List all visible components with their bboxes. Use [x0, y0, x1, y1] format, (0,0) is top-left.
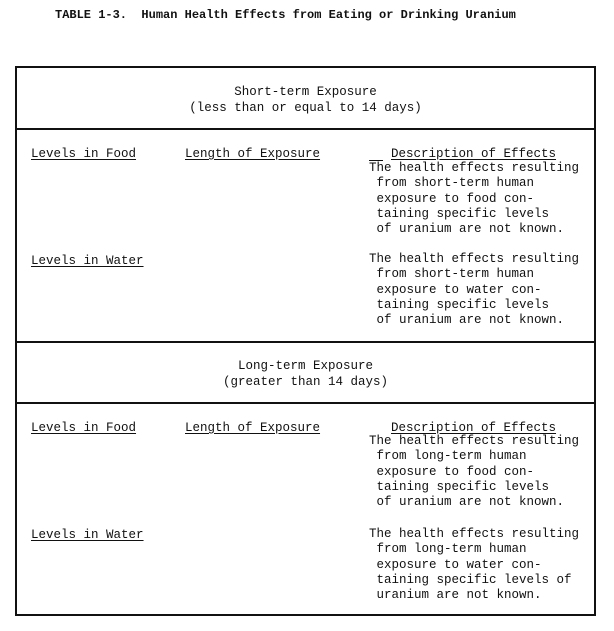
short-term-subtitle: (less than or equal to 14 days)	[189, 101, 422, 115]
long-term-water-label: Levels in Water	[31, 528, 144, 542]
short-term-col-length: Length of Exposure	[185, 147, 321, 161]
short-term-food-description	[369, 161, 594, 237]
long-term-water-description	[369, 527, 594, 603]
desc-line: from short-term human	[369, 267, 535, 282]
long-term-header	[17, 358, 594, 390]
short-term-header	[17, 84, 594, 116]
table-caption: TABLE 1-3. Human Health Effects from Eating or Drinking Uranium	[55, 8, 516, 22]
desc-line: taining specific levels	[369, 479, 550, 494]
desc-line: of uranium are not known.	[369, 222, 565, 237]
desc-line: exposure to water con-	[369, 282, 542, 297]
desc-line: taining specific levels	[369, 297, 550, 312]
divider-long-term-header	[17, 402, 594, 404]
desc-line: The health effects resulting	[369, 434, 580, 448]
long-term-col-food: Levels in Food	[31, 421, 137, 435]
short-term-water-label: Levels in Water	[31, 254, 144, 268]
desc-line: of uranium are not known.	[369, 495, 565, 510]
desc-line: The health effects resulting	[369, 527, 580, 541]
desc-line: taining specific levels	[369, 206, 550, 221]
desc-line: The health effects resulting	[369, 252, 580, 266]
divider-section-break	[17, 341, 594, 343]
long-term-col-length: Length of Exposure	[185, 421, 321, 435]
desc-line: exposure to water con-	[369, 557, 542, 572]
desc-line: exposure to food con-	[369, 464, 535, 479]
desc-line: from long-term human	[369, 449, 527, 464]
long-term-subtitle: (greater than 14 days)	[222, 375, 389, 389]
long-term-title: Long-term Exposure	[237, 359, 374, 373]
desc-line: exposure to food con-	[369, 191, 535, 206]
desc-line: from long-term human	[369, 542, 527, 557]
desc-line: The health effects resulting	[369, 161, 580, 175]
short-term-col-food: Levels in Food	[31, 147, 137, 161]
desc-line: of uranium are not known.	[369, 313, 565, 328]
long-term-col-description: Description of Effects	[391, 421, 557, 435]
short-term-title: Short-term Exposure	[234, 85, 377, 99]
long-term-food-description	[369, 434, 594, 510]
desc-line: uranium are not known.	[369, 588, 542, 603]
desc-line: from short-term human	[369, 176, 535, 191]
divider-short-term-header	[17, 128, 594, 130]
health-effects-table	[15, 66, 596, 616]
desc-line: taining specific levels of	[369, 572, 572, 587]
short-term-water-description	[369, 252, 594, 328]
short-term-col-description: Description of Effects	[391, 147, 557, 161]
